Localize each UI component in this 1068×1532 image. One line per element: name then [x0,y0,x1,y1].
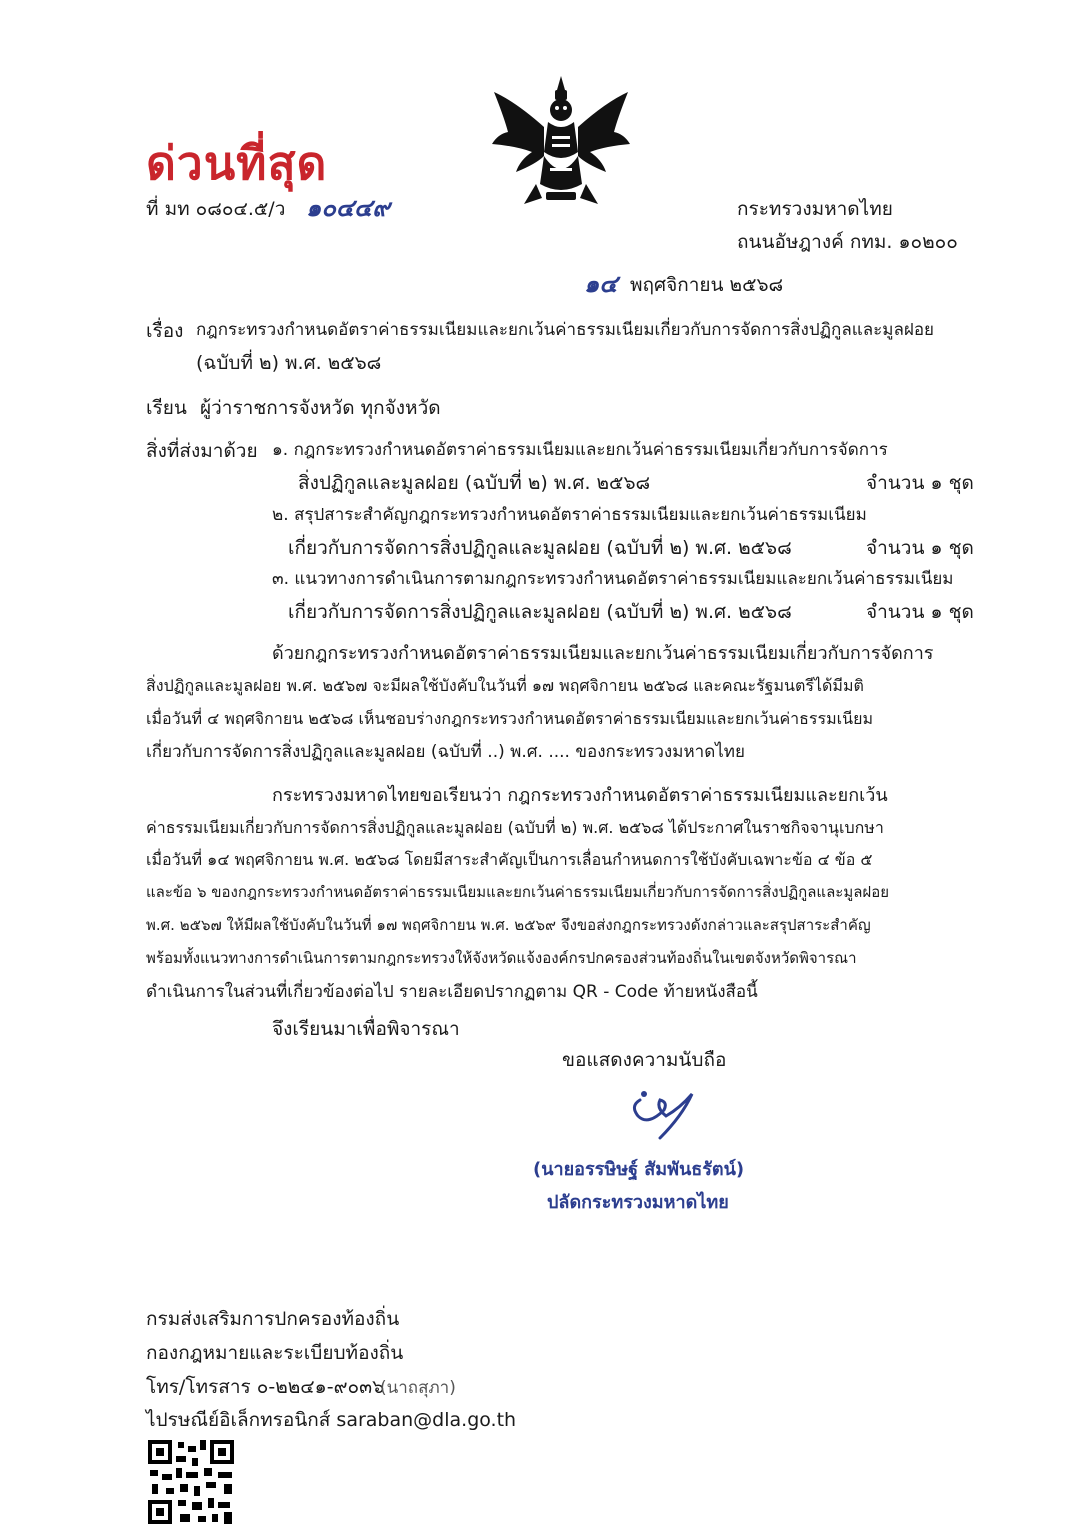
footer-phone: โทร/โทรสาร ๐-๒๒๔๑-๙๐๓๖ [146,1376,385,1398]
qr-code-icon[interactable] [146,1438,236,1526]
reference-prefix: ที่ มท ๐๘๐๔.๕/ว [146,198,286,220]
footer-division: กองกฎหมายและระเบียบท้องถิ่น [146,1342,404,1364]
enclosure-item-1-line-2: สิ่งปฏิกูลและมูลฝอย (ฉบับที่ ๒) พ.ศ. ๒๕๖๘ [298,472,651,494]
para2-line-1: กระทรวงมหาดไทยขอเรียนว่า กฎกระทรวงกำหนดอัตราค่าธรรมเนียมและยกเว้น [272,785,888,806]
para2-line-6: พร้อมทั้งแนวทางการดำเนินการตามกฎกระทรวงให้จังหวัดแจ้งองค์กรปกครองส่วนท้องถิ่นในเขตจังหวัดพิจารณา [146,949,857,967]
para2-line-7: ดำเนินการในส่วนที่เกี่ยวข้องต่อไป รายละเอียดปรากฏตาม QR - Code ท้ายหนังสือนี้ [146,982,758,1002]
para2-line-5: พ.ศ. ๒๕๖๗ ให้มีผลใช้บังคับในวันที่ ๑๗ พฤศจิกายน พ.ศ. ๒๕๖๙ จึงขอส่งกฎกระทรวงดังกล่าวและสรุปสาระสำคัญ [146,916,871,934]
para1-line-4: เกี่ยวกับการจัดการสิ่งปฏิกูลและมูลฝอย (ฉบับที่ ..) พ.ศ. .... ของกระทรวงมหาดไทย [146,742,745,762]
enclosure-item-1-line-1: ๑. กฎกระทรวงกำหนดอัตราค่าธรรมเนียมและยกเว้นค่าธรรมเนียมเกี่ยวกับการจัดการ [272,440,888,460]
to-label: เรียน [146,397,187,419]
enclosure-item-2-line-1: ๒. สรุปสาระสำคัญกฎกระทรวงกำหนดอัตราค่าธรรมเนียมและยกเว้นค่าธรรมเนียม [272,505,867,525]
enclosure-item-2-qty: จำนวน ๑ ชุด [866,537,974,559]
para2-line-3: เมื่อวันที่ ๑๔ พฤศจิกายน พ.ศ. ๒๕๖๘ โดยมีสาระสำคัญเป็นการเลื่อนกำหนดการใช้บังคับเฉพาะข้อ ๔ ข้อ ๕ [146,850,873,869]
para1-line-1: ด้วยกฎกระทรวงกำหนดอัตราค่าธรรมเนียมและยกเว้นค่าธรรมเนียมเกี่ยวกับการจัดการ [272,643,934,664]
org-address: ถนนอัษฎางค์ กทม. ๑๐๒๐๐ [737,231,958,253]
para1-line-3: เมื่อวันที่ ๔ พฤศจิกายน ๒๕๖๘ เห็นชอบร่างกฎกระทรวงกำหนดอัตราค่าธรรมเนียมและยกเว้นค่าธรรมเนียม [146,709,873,728]
subject-line-1: กฎกระทรวงกำหนดอัตราค่าธรรมเนียมและยกเว้นค่าธรรมเนียมเกี่ยวกับการจัดการสิ่งปฏิกูลและมูลฝอย [196,320,935,340]
enclosure-item-2-line-2: เกี่ยวกับการจัดการสิ่งปฏิกูลและมูลฝอย (ฉบับที่ ๒) พ.ศ. ๒๕๖๘ [288,537,792,559]
enclosure-item-3-line-1: ๓. แนวทางการดำเนินการตามกฎกระทรวงกำหนดอัตราค่าธรรมเนียมและยกเว้นค่าธรรมเนียม [272,569,954,589]
reference-number: ๑๐๔๔๙ [306,194,390,222]
para2-line-4: และข้อ ๖ ของกฎกระทรวงกำหนดอัตราค่าธรรมเนียมและยกเว้นค่าธรรมเนียมเกี่ยวกับการจัดการสิ่งปฏิกูลและมูลฝอย [146,883,890,901]
subject-line-2: (ฉบับที่ ๒) พ.ศ. ๒๕๖๘ [196,352,382,374]
closing-request: จึงเรียนมาเพื่อพิจารณา [272,1018,460,1040]
footer-phone-note: (นาถสุภา) [380,1378,456,1398]
to-value: ผู้ว่าราชการจังหวัด ทุกจังหวัด [200,397,441,419]
enclosure-item-3-line-2: เกี่ยวกับการจัดการสิ่งปฏิกูลและมูลฝอย (ฉบับที่ ๒) พ.ศ. ๒๕๖๘ [288,601,792,623]
footer-email: ไปรษณีย์อิเล็กทรอนิกส์ saraban@dla.go.th [146,1409,517,1431]
footer-department: กรมส่งเสริมการปกครองท้องถิ่น [146,1308,400,1330]
enclosure-item-3-qty: จำนวน ๑ ชุด [866,601,974,623]
date-day: ๑๔ [584,270,618,298]
org-name: กระทรวงมหาดไทย [737,198,893,220]
enclosures-label: สิ่งที่ส่งมาด้วย [146,440,258,462]
garuda-emblem-icon [486,72,636,222]
urgent-label: ด่วนที่สุด [146,136,328,190]
subject-label: เรื่อง [146,320,184,342]
para2-line-2: ค่าธรรมเนียมเกี่ยวกับการจัดการสิ่งปฏิกูลและมูลฝอย (ฉบับที่ ๒) พ.ศ. ๒๕๖๘ ได้ประกาศในราชกิจจานุเบกษา [146,818,884,837]
enclosure-item-1-qty: จำนวน ๑ ชุด [866,472,974,494]
signatory-name: (นายอรรษิษฐ์ สัมพันธรัตน์) [533,1159,745,1180]
salutation: ขอแสดงความนับถือ [562,1049,727,1071]
handwritten-signature-icon [620,1086,710,1146]
signatory-position: ปลัดกระทรวงมหาดไทย [547,1192,729,1213]
date-month-year: พฤศจิกายน ๒๕๖๘ [630,274,784,296]
para1-line-2: สิ่งปฏิกูลและมูลฝอย พ.ศ. ๒๕๖๗ จะมีผลใช้บังคับในวันที่ ๑๗ พฤศจิกายน ๒๕๖๘ และคณะรัฐมนตรีได้มีมติ [146,676,864,695]
